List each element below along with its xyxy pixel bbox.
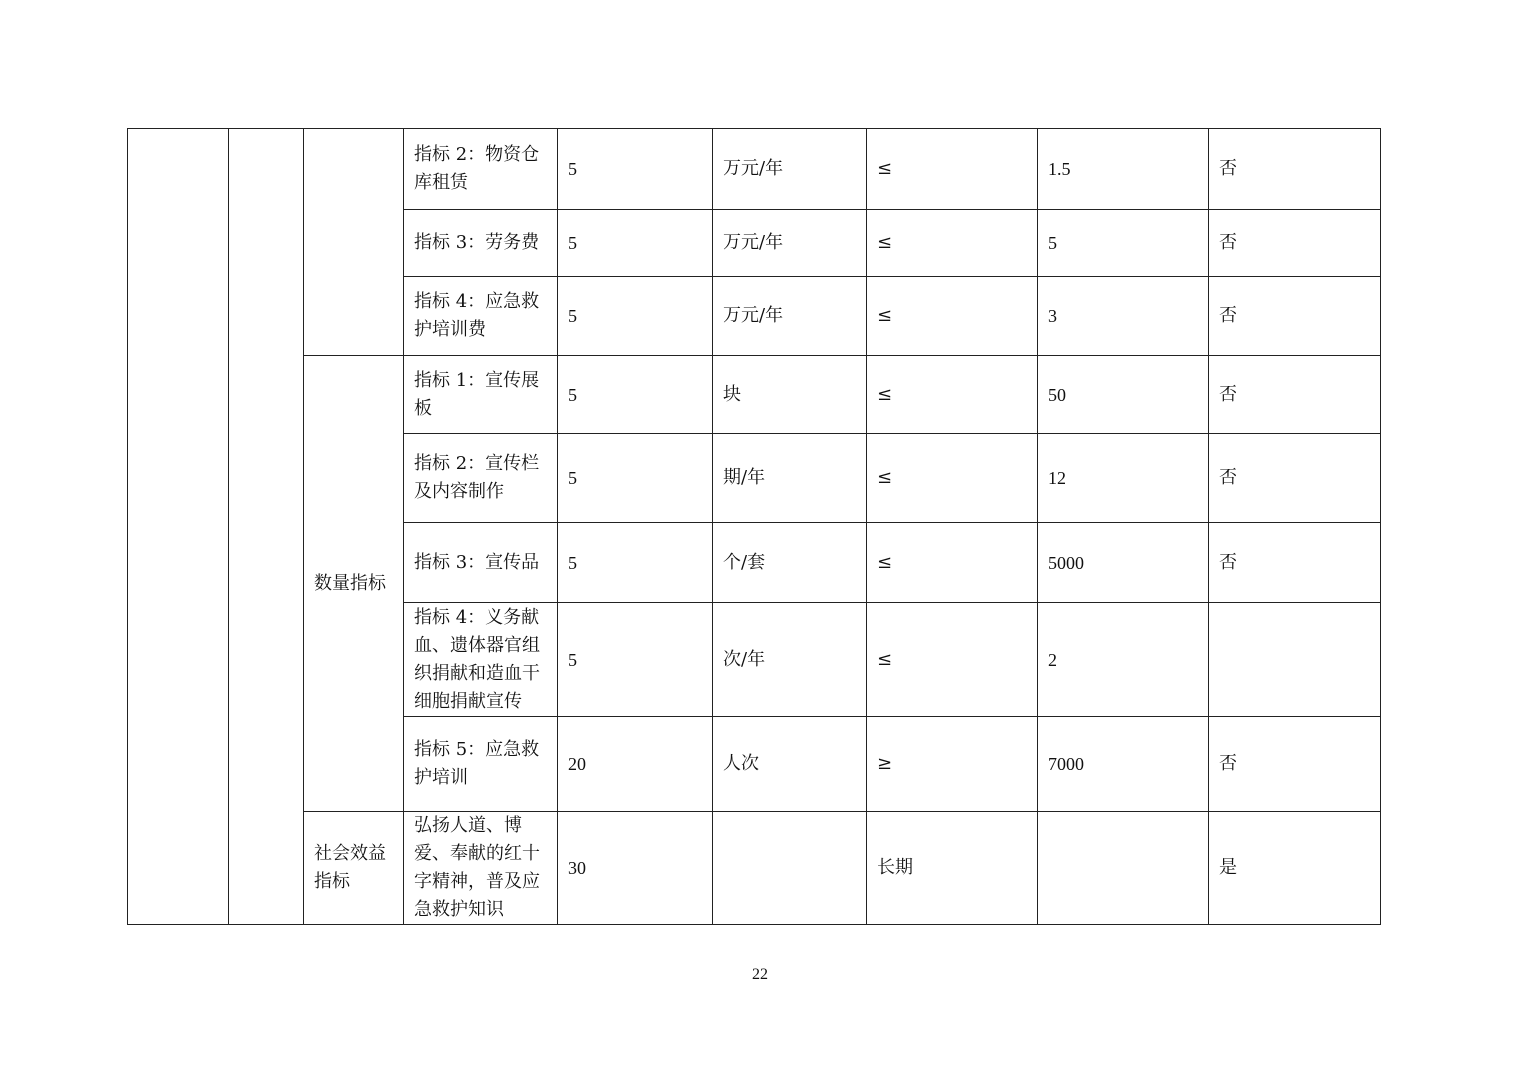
indicator-operator: ≤ bbox=[867, 129, 1038, 210]
indicator-name: 弘扬人道、博爱、奉献的红十字精神，普及应急救护知识 bbox=[404, 812, 558, 925]
table-row bbox=[128, 356, 1381, 434]
indicator-unit bbox=[713, 812, 867, 925]
indicator-weight: 5 bbox=[558, 434, 713, 523]
indicator-weight: 5 bbox=[558, 523, 713, 603]
indicator-target: 50 bbox=[1038, 356, 1209, 434]
indicator-flag: 否 bbox=[1209, 210, 1381, 277]
indicator-unit: 个/套 bbox=[713, 523, 867, 603]
indicator-name: 指标 3：劳务费 bbox=[404, 210, 558, 277]
indicator-unit: 万元/年 bbox=[713, 129, 867, 210]
indicator-weight: 5 bbox=[558, 603, 713, 717]
indicator-operator: ≤ bbox=[867, 210, 1038, 277]
indicator-weight: 5 bbox=[558, 129, 713, 210]
indicator-operator: ≤ bbox=[867, 603, 1038, 717]
indicator-name: 指标 4：义务献血、遗体器官组织捐献和造血干细胞捐献宣传 bbox=[404, 603, 558, 717]
indicator-operator: 长期 bbox=[867, 812, 1038, 925]
indicator-unit: 次/年 bbox=[713, 603, 867, 717]
empty-third-level-cell bbox=[304, 129, 404, 356]
indicator-unit: 期/年 bbox=[713, 434, 867, 523]
indicator-name: 指标 1：宣传展板 bbox=[404, 356, 558, 434]
indicator-unit: 人次 bbox=[713, 717, 867, 812]
indicator-flag: 否 bbox=[1209, 129, 1381, 210]
indicator-unit: 块 bbox=[713, 356, 867, 434]
performance-indicator-table bbox=[127, 128, 1381, 925]
indicator-name: 指标 4：应急救护培训费 bbox=[404, 277, 558, 356]
indicator-flag: 是 bbox=[1209, 812, 1381, 925]
indicator-weight: 20 bbox=[558, 717, 713, 812]
indicator-flag: 否 bbox=[1209, 717, 1381, 812]
indicator-flag: 否 bbox=[1209, 356, 1381, 434]
indicator-flag: 否 bbox=[1209, 523, 1381, 603]
indicator-operator: ≤ bbox=[867, 523, 1038, 603]
indicator-operator: ≥ bbox=[867, 717, 1038, 812]
indicator-weight: 5 bbox=[558, 277, 713, 356]
indicator-target: 1.5 bbox=[1038, 129, 1209, 210]
indicator-target: 3 bbox=[1038, 277, 1209, 356]
indicator-name: 指标 3：宣传品 bbox=[404, 523, 558, 603]
indicator-flag: 否 bbox=[1209, 277, 1381, 356]
indicator-unit: 万元/年 bbox=[713, 277, 867, 356]
indicator-target bbox=[1038, 812, 1209, 925]
category-quantity: 数量指标 bbox=[304, 356, 404, 812]
indicator-target: 7000 bbox=[1038, 717, 1209, 812]
indicator-target: 5000 bbox=[1038, 523, 1209, 603]
indicator-target: 5 bbox=[1038, 210, 1209, 277]
indicator-weight: 5 bbox=[558, 356, 713, 434]
indicator-unit: 万元/年 bbox=[713, 210, 867, 277]
indicator-target: 12 bbox=[1038, 434, 1209, 523]
indicator-name: 指标 2：宣传栏及内容制作 bbox=[404, 434, 558, 523]
table-row bbox=[128, 129, 1381, 210]
empty-first-level-cell bbox=[128, 129, 229, 925]
indicator-weight: 30 bbox=[558, 812, 713, 925]
indicator-name: 指标 5：应急救护培训 bbox=[404, 717, 558, 812]
indicator-flag bbox=[1209, 603, 1381, 717]
indicator-target: 2 bbox=[1038, 603, 1209, 717]
page-number: 22 bbox=[752, 966, 768, 983]
indicator-operator: ≤ bbox=[867, 356, 1038, 434]
indicator-weight: 5 bbox=[558, 210, 713, 277]
indicator-name: 指标 2：物资仓库租赁 bbox=[404, 129, 558, 210]
category-social: 社会效益指标 bbox=[304, 812, 404, 925]
empty-second-level-cell bbox=[229, 129, 304, 925]
indicator-operator: ≤ bbox=[867, 434, 1038, 523]
indicator-flag: 否 bbox=[1209, 434, 1381, 523]
indicator-operator: ≤ bbox=[867, 277, 1038, 356]
table-row bbox=[128, 812, 1381, 925]
